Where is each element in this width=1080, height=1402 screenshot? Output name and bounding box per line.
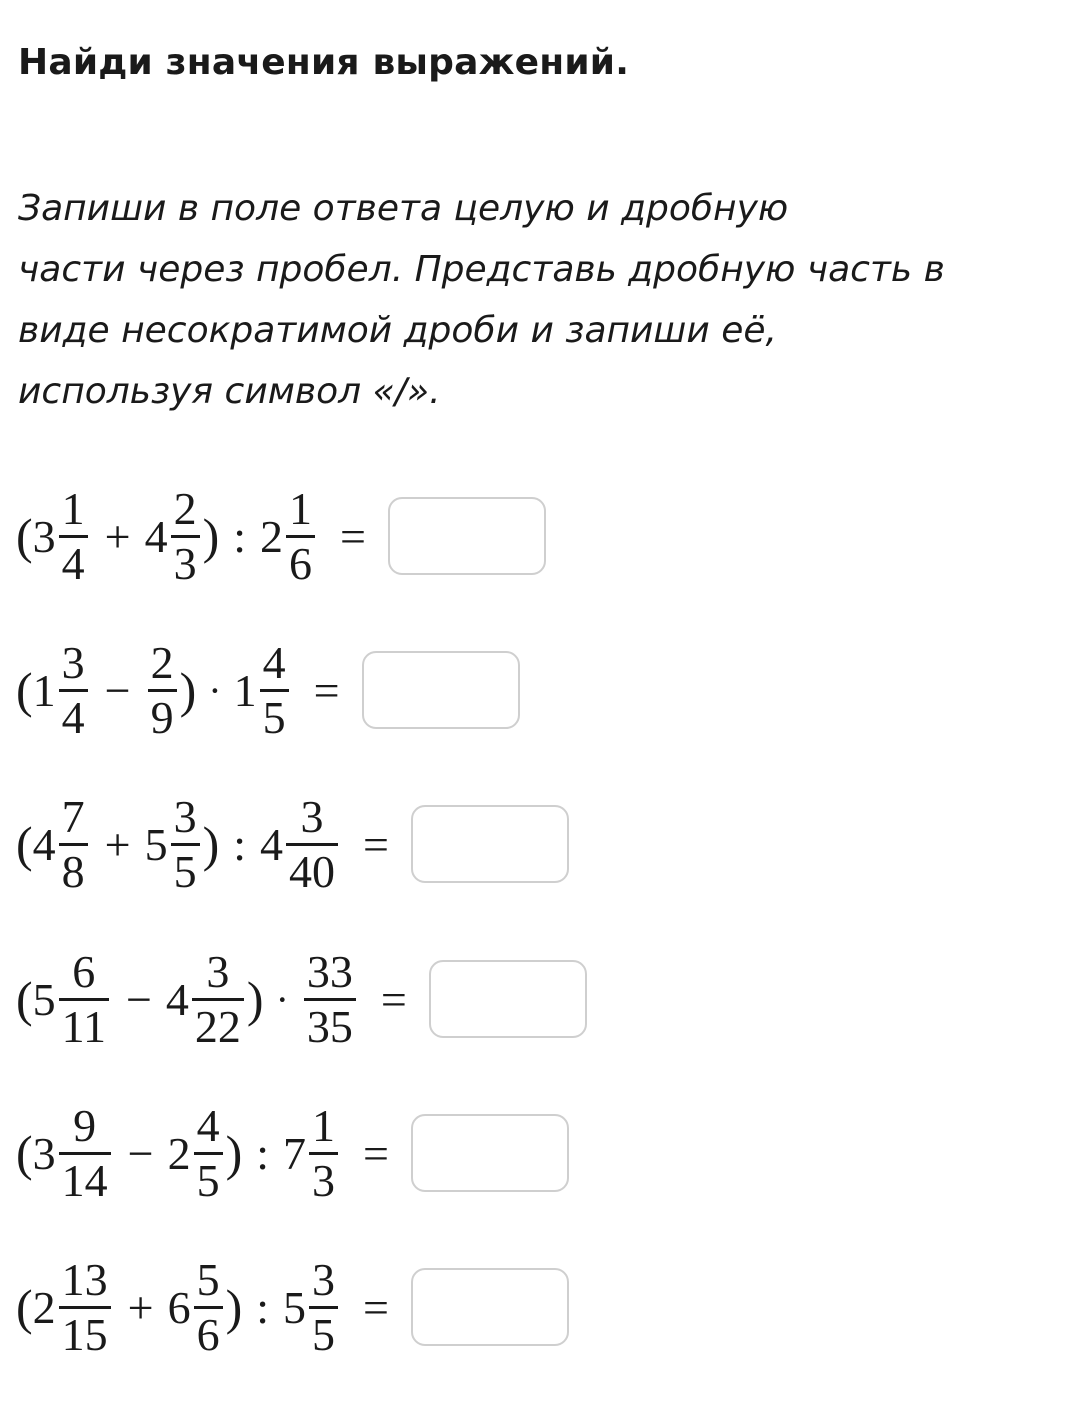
whole-part: 7 (283, 1127, 307, 1179)
fraction-denominator: 4 (61, 537, 85, 589)
whole-part: 2 (260, 510, 284, 562)
close-parenthesis: ) (202, 816, 220, 872)
instruction-line: используя символ «/». (18, 371, 441, 412)
answer-input[interactable] (411, 1114, 569, 1192)
whole-part: 6 (167, 1281, 191, 1333)
fraction (192, 945, 244, 1052)
fraction-numerator: 3 (300, 790, 324, 842)
fraction-numerator: 6 (72, 945, 96, 997)
fraction-numerator: 3 (206, 945, 230, 997)
fraction-denominator: 14 (61, 1154, 108, 1206)
fraction-numerator: 13 (61, 1253, 108, 1305)
fraction (304, 945, 356, 1052)
fraction-numerator: 2 (150, 636, 174, 688)
fraction-numerator: 1 (289, 482, 313, 534)
answer-input[interactable] (362, 651, 520, 729)
operator: : (233, 510, 247, 562)
fraction-denominator: 9 (150, 691, 174, 743)
fraction-numerator: 2 (173, 482, 197, 534)
whole-part: 4 (165, 973, 189, 1025)
expression-row (16, 790, 569, 897)
fraction (59, 945, 109, 1052)
fraction (309, 1253, 338, 1360)
instruction-line: части через пробел. Представь дробную часть в (18, 249, 945, 290)
fraction-denominator: 11 (61, 1000, 106, 1052)
instruction-line: виде несократимой дроби и запиши её, (18, 310, 777, 351)
operator: + (104, 818, 131, 870)
fraction (59, 636, 88, 743)
fraction-denominator: 8 (61, 845, 85, 897)
expression-row (16, 482, 546, 589)
equals-sign: = (313, 664, 340, 716)
fraction-denominator: 5 (262, 691, 286, 743)
operator: − (104, 664, 131, 716)
equals-sign: = (363, 818, 389, 870)
fraction (59, 482, 88, 589)
fraction-numerator: 3 (61, 636, 85, 688)
answer-input[interactable] (411, 805, 569, 883)
expression-row (16, 1099, 569, 1206)
fraction (59, 790, 88, 897)
close-parenthesis: ) (225, 1279, 243, 1335)
open-parenthesis: ( (16, 971, 33, 1027)
close-parenthesis: ) (225, 1125, 243, 1181)
whole-part: 2 (32, 1281, 56, 1333)
fraction (260, 636, 289, 743)
whole-part: 1 (32, 664, 56, 716)
fraction-denominator: 6 (196, 1308, 220, 1360)
open-parenthesis: ( (16, 1279, 33, 1335)
operator: − (127, 1127, 154, 1179)
whole-part: 4 (32, 818, 56, 870)
task-instructions (18, 178, 1038, 422)
fraction (286, 482, 315, 589)
expression-row (16, 636, 520, 743)
whole-part: 3 (32, 510, 56, 562)
fraction-denominator: 35 (306, 1000, 353, 1052)
close-parenthesis: ) (246, 971, 264, 1027)
fraction-denominator: 5 (196, 1154, 220, 1206)
whole-part: 5 (144, 818, 168, 870)
fraction (171, 482, 200, 589)
whole-part: 3 (32, 1127, 56, 1179)
fraction-denominator: 5 (173, 845, 197, 897)
expression-row (16, 945, 587, 1052)
answer-input[interactable] (429, 960, 587, 1038)
expression-row (16, 1253, 569, 1360)
open-parenthesis: ( (16, 662, 33, 718)
operator: · (208, 667, 222, 713)
operator: − (125, 973, 152, 1025)
instruction-line: Запиши в поле ответа целую и дробную (18, 188, 789, 229)
close-parenthesis: ) (202, 508, 220, 564)
fraction-numerator: 5 (196, 1253, 220, 1305)
fraction-denominator: 15 (61, 1308, 108, 1360)
fraction (309, 1099, 338, 1206)
fraction-numerator: 1 (61, 482, 85, 534)
equals-sign: = (363, 1281, 389, 1333)
fraction-numerator: 7 (61, 790, 85, 842)
whole-part: 1 (233, 664, 257, 716)
whole-part: 2 (167, 1127, 191, 1179)
equals-sign: = (363, 1127, 389, 1179)
fraction-denominator: 3 (312, 1154, 336, 1206)
fraction (59, 1253, 111, 1360)
fraction-denominator: 6 (289, 537, 313, 589)
operator: + (127, 1281, 154, 1333)
fraction (59, 1099, 111, 1206)
fraction-denominator: 40 (289, 845, 336, 897)
open-parenthesis: ( (16, 508, 33, 564)
fraction (194, 1099, 223, 1206)
fraction-numerator: 3 (312, 1253, 336, 1305)
answer-input[interactable] (388, 497, 546, 575)
equals-sign: = (380, 973, 407, 1025)
open-parenthesis: ( (16, 1125, 33, 1181)
fraction-numerator: 3 (173, 790, 197, 842)
fraction-numerator: 1 (312, 1099, 336, 1151)
close-parenthesis: ) (179, 662, 197, 718)
fraction-numerator: 9 (73, 1099, 97, 1151)
open-parenthesis: ( (16, 816, 33, 872)
operator: + (104, 510, 131, 562)
operator: : (256, 1281, 270, 1333)
fraction (171, 790, 200, 897)
operator: · (275, 976, 289, 1022)
fraction (194, 1253, 223, 1360)
operator: : (233, 818, 247, 870)
fraction (286, 790, 338, 897)
fraction-denominator: 3 (173, 537, 197, 589)
fraction-numerator: 4 (196, 1099, 220, 1151)
task-title: Найди значения выражений. (18, 42, 630, 83)
fraction-denominator: 5 (312, 1308, 336, 1360)
fraction (148, 636, 177, 743)
whole-part: 4 (144, 510, 168, 562)
equals-sign: = (340, 510, 366, 562)
operator: : (256, 1127, 270, 1179)
fraction-denominator: 22 (194, 1000, 241, 1052)
fraction-numerator: 4 (262, 636, 286, 688)
whole-part: 5 (32, 973, 56, 1025)
whole-part: 5 (283, 1281, 307, 1333)
whole-part: 4 (260, 818, 284, 870)
fraction-numerator: 33 (306, 945, 353, 997)
fraction-denominator: 4 (61, 691, 85, 743)
answer-input[interactable] (411, 1268, 569, 1346)
